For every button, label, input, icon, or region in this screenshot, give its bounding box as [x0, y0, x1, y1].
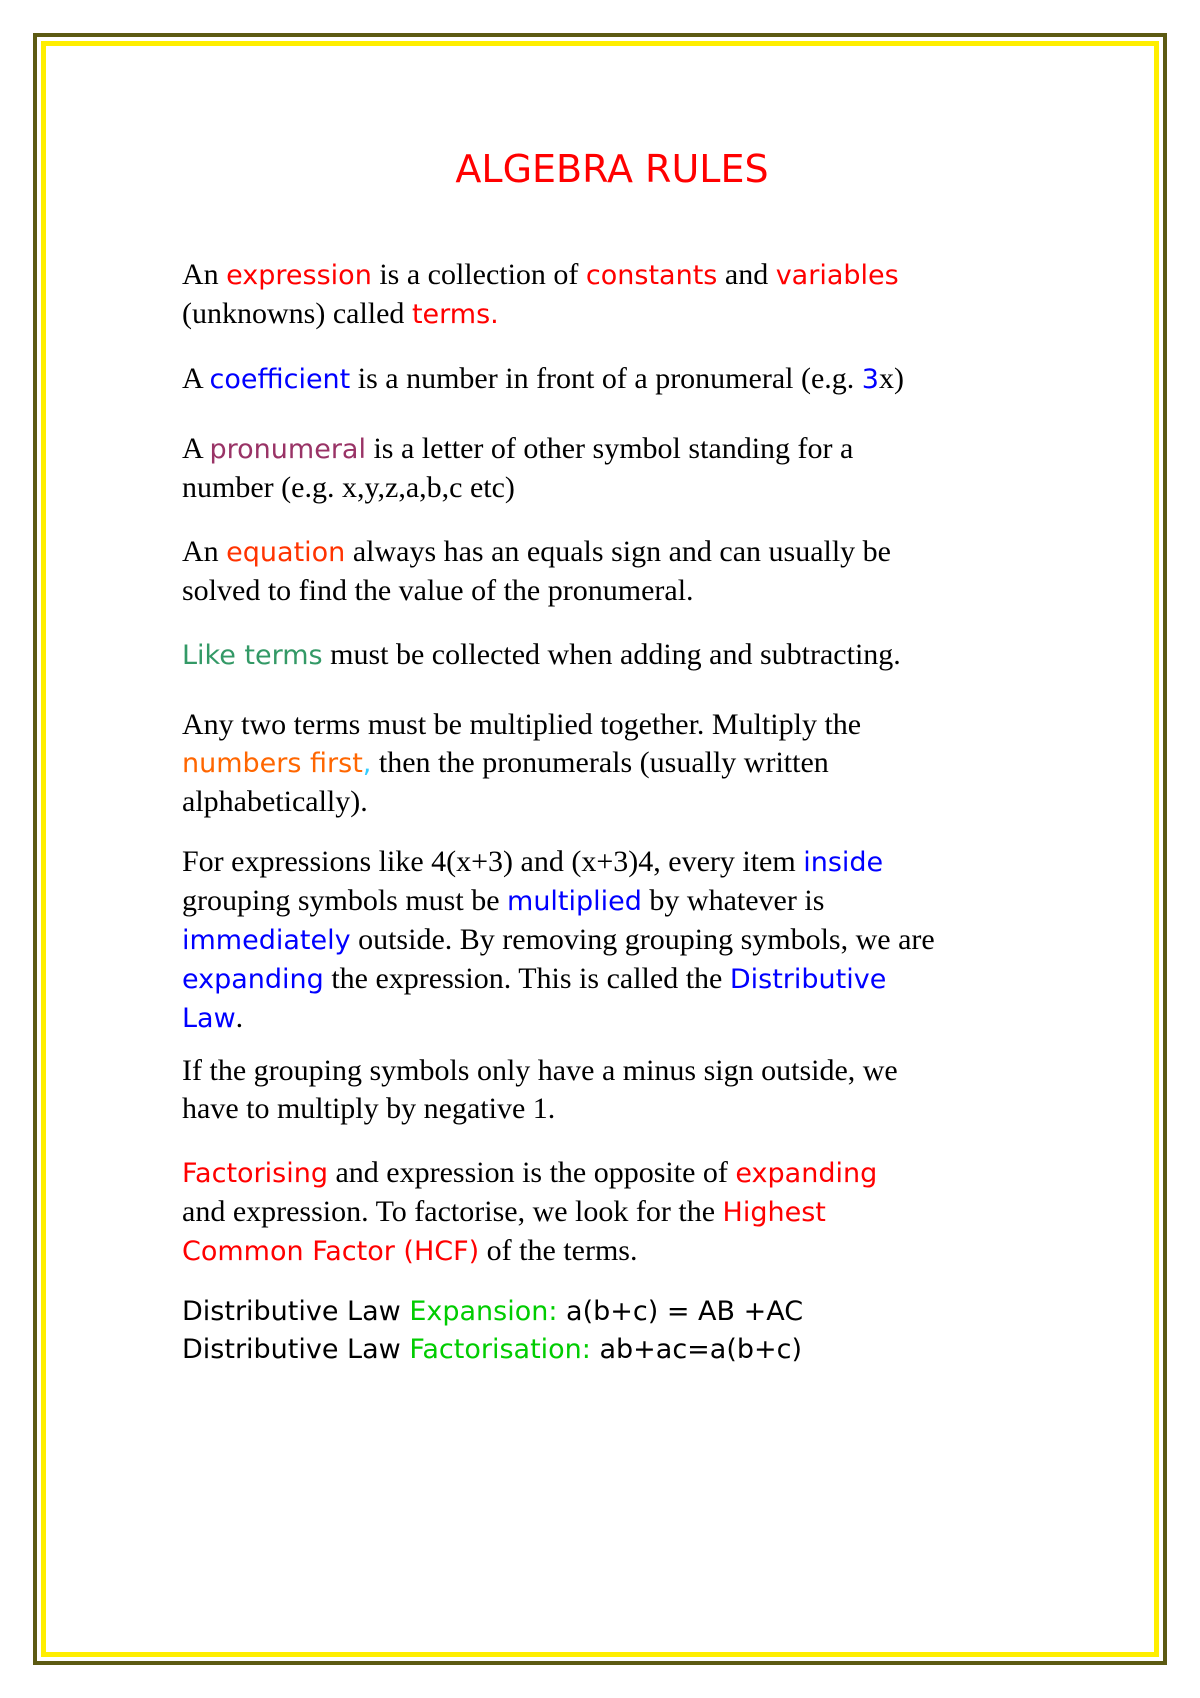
term-coefficient: coefficient [209, 364, 351, 395]
paragraph-coefficient: A coefficient is a number in front of a pronumeral (e.g. 3x) [182, 362, 904, 395]
term-multiplied: multiplied [507, 886, 642, 917]
paragraph-minus: If the grouping symbols only have a minus sign outside, we have to multiply by negative 1. [182, 1054, 898, 1125]
term-hcf: Common Factor (HCF) [182, 1236, 480, 1267]
term-expression: expression [226, 260, 372, 291]
example-coefficient: 3 [861, 364, 879, 395]
paragraph-factorising: Factorising and expression is the opposite of expanding and expression. To factorise, we look for the Highest Common Factor (HCF) of the terms. [182, 1156, 878, 1267]
term-like-terms: Like terms [182, 640, 323, 671]
term-distributive: Distributive [729, 964, 887, 995]
paragraph-distributive: For expressions like 4(x+3) and (x+3)4, every item inside grouping symbols must be multiplied by whatever is immediately outside. By removing grouping symbols, we are expanding the expression. This is called the Distributive Law. [182, 845, 935, 1034]
term-expanding: expanding [182, 964, 324, 995]
law-expansion: Distributive Law Expansion: a(b+c) = AB +AC [182, 1296, 804, 1327]
term-numbers-first: numbers first [182, 748, 363, 779]
term-equation: equation [226, 537, 346, 568]
term-law: Law [182, 1003, 236, 1034]
paragraph-multiply: Any two terms must be multiplied together. Multiply the numbers first, then the pronumerals (usually written alphabetically). [182, 708, 862, 818]
term-variables: variables [775, 260, 899, 291]
term-terms: terms. [411, 299, 499, 330]
paragraph-expression: An expression is a collection of constants and variables (unknowns) called terms. [182, 258, 899, 330]
term-expanding-2: expanding [735, 1158, 878, 1189]
term-factorising: Factorising [182, 1158, 328, 1189]
paragraph-equation: An equation always has an equals sign and can usually be solved to find the value of the pronumeral. [182, 535, 891, 607]
law-factorisation: Distributive Law Factorisation: ab+ac=a(b+c) [182, 1334, 803, 1365]
label-factorisation: Factorisation: [409, 1334, 591, 1365]
term-constants: constants [585, 260, 718, 291]
paragraph-like-terms: Like terms must be collected when adding and subtracting. [182, 638, 901, 671]
term-pronumeral: pronumeral [209, 434, 366, 465]
page-title: ALGEBRA RULES [455, 147, 769, 191]
term-inside: inside [803, 847, 884, 878]
label-expansion: Expansion: [409, 1296, 558, 1327]
term-highest: Highest [722, 1197, 826, 1228]
paragraph-pronumeral: A pronumeral is a letter of other symbol standing for a number (e.g. x,y,z,a,b,c etc) [182, 432, 854, 504]
term-immediately: immediately [182, 925, 351, 956]
